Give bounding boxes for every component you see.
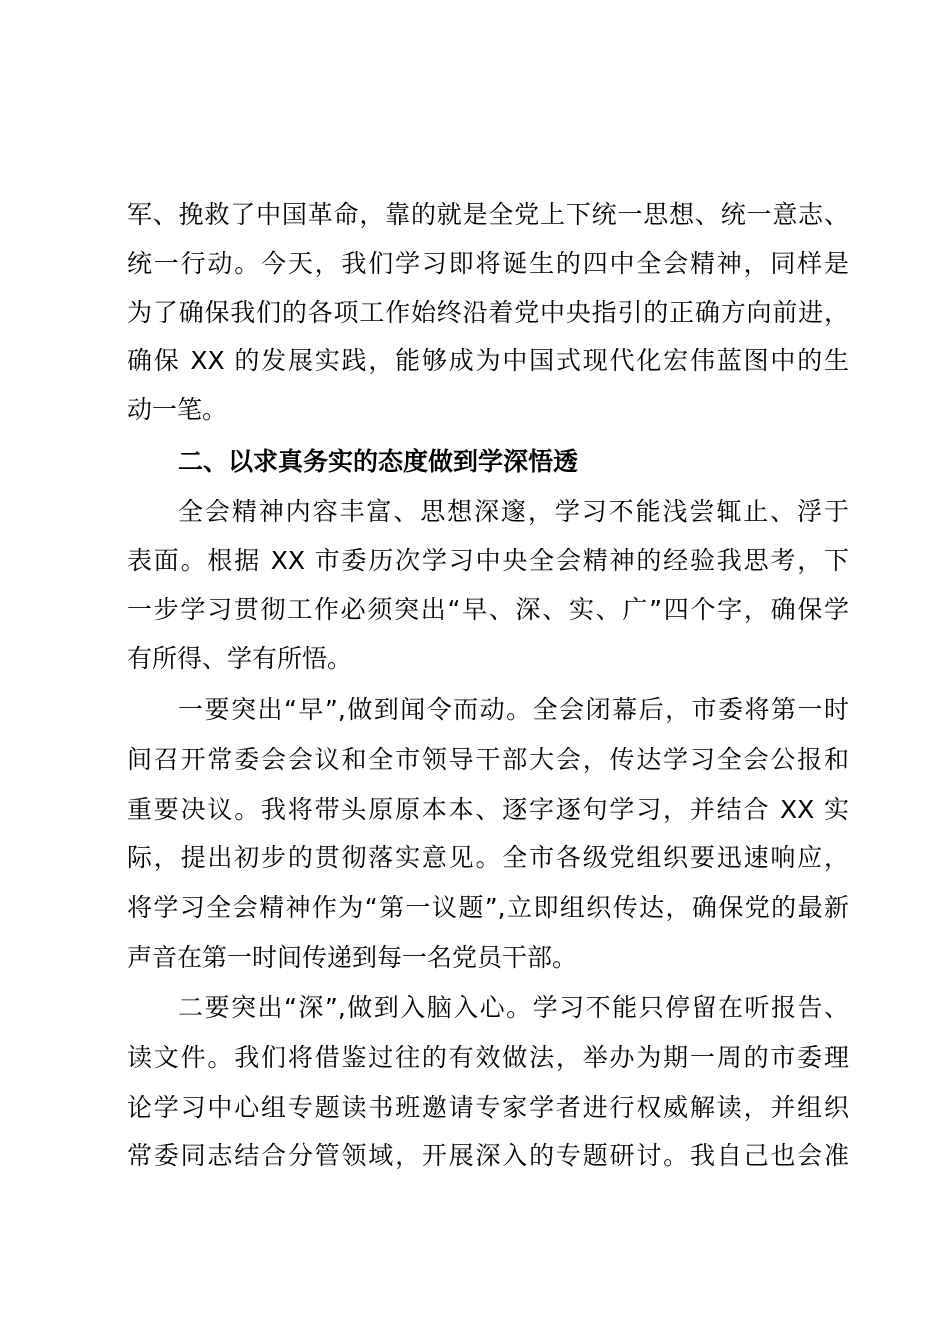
body-text-line: 动一笔。: [127, 395, 228, 424]
paragraph-first-line: 二要突出“深”,做到入脑入心。学习不能只停留在听报告、: [178, 993, 849, 1022]
body-text-line: 论学习中心组专题读书班邀请专家学者进行权威解读，并组织: [127, 1093, 849, 1122]
body-text-line: 读文件。我们将借鉴过往的有效做法，举办为期一周的市委理: [127, 1043, 849, 1072]
body-text-line: 声音在第一时间传递到每一名党员干部。: [127, 943, 578, 972]
body-text-line: 将学习全会精神作为“第一议题”,立即组织传达，确保党的最新: [127, 893, 849, 922]
section-heading: 二、以求真务实的态度做到学深悟透: [178, 447, 579, 476]
body-text-line: 军、挽救了中国革命，靠的就是全党上下统一思想、统一意志、: [127, 200, 849, 229]
body-text-line: 有所得、学有所悟。: [127, 644, 353, 673]
body-text-line: 常委同志结合分管领域，开展深入的专题研讨。我自己也会准: [127, 1141, 849, 1170]
body-text-line: 统一行动。今天，我们学习即将诞生的四中全会精神，同样是: [127, 249, 849, 278]
paragraph-first-line: 一要突出“早”,做到闻令而动。全会闭幕后，市委将第一时: [178, 695, 849, 724]
paragraph-first-line: 全会精神内容丰富、思想深邃，学习不能浅尝辄止、浮于: [178, 497, 849, 526]
body-text-line: 为了确保我们的各项工作始终沿着党中央指引的正确方向前进，: [127, 298, 849, 327]
body-text-line: 间召开常委会会议和全市领导干部大会，传达学习全会公报和: [127, 745, 849, 774]
body-text-line: 重要决议。我将带头原原本本、逐字逐句学习，并结合 XX 实: [127, 795, 849, 824]
body-text-line: 确保 XX 的发展实践，能够成为中国式现代化宏伟蓝图中的生: [127, 346, 849, 375]
body-text-line: 际，提出初步的贯彻落实意见。全市各级党组织要迅速响应，: [127, 843, 849, 872]
body-text-line: 表面。根据 XX 市委历次学习中央全会精神的经验我思考，下: [127, 546, 849, 575]
body-text-line: 一步学习贯彻工作必须突出“早、深、实、广”四个字，确保学: [127, 595, 849, 624]
